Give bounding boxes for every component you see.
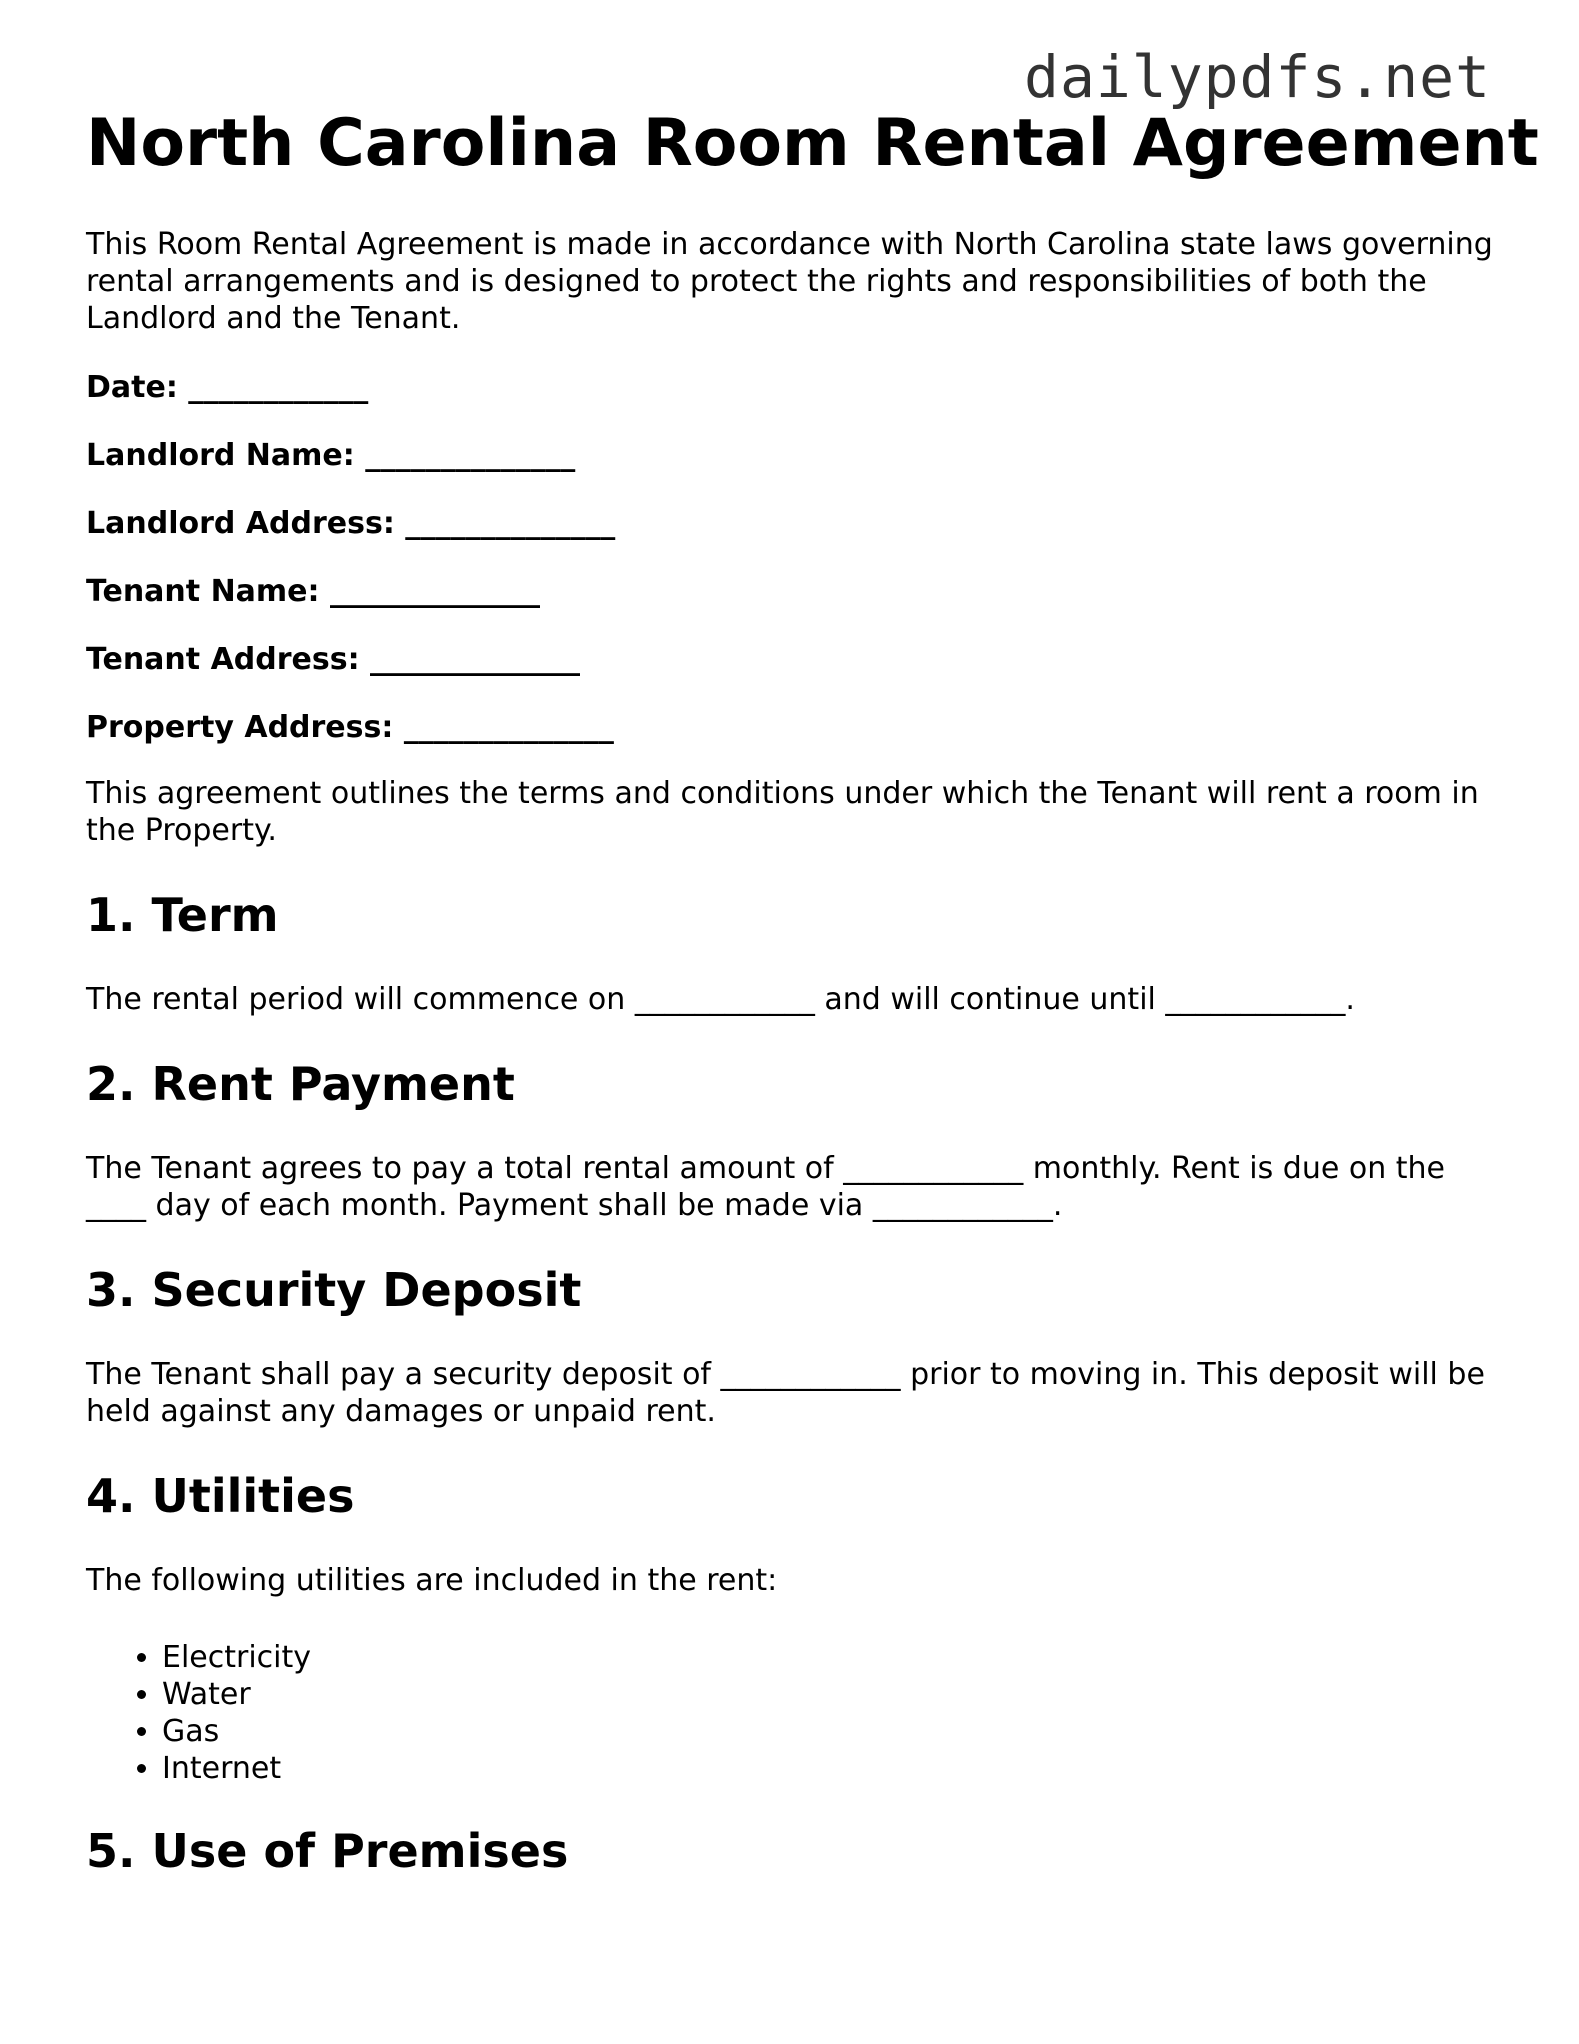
- field-label: Tenant Address:: [86, 642, 360, 677]
- field-blank[interactable]: ______________: [329, 574, 540, 609]
- section-security-deposit: [86, 1264, 1506, 1430]
- tenant-address-field: [86, 641, 1506, 678]
- section-use-of-premises: [86, 1825, 1506, 1877]
- section-text: The rental period will commence on ____________ and will continue until ____________.: [86, 982, 1355, 1017]
- document-body: [86, 226, 1506, 1917]
- tenant-name-field: [86, 573, 1506, 610]
- list-item: • Internet: [162, 1750, 1506, 1787]
- section-term: [86, 889, 1506, 1018]
- watermark: dailypdfs.net: [1024, 43, 1491, 111]
- intro-paragraph: This Room Rental Agreement is made in accordance with North Carolina state laws governing rental arrangements and is designed to protect the rights and responsibilities of both the Landlord and the Tenant.: [86, 227, 1493, 336]
- utilities-list: [86, 1639, 1506, 1787]
- field-label: Property Address:: [86, 710, 394, 745]
- section-text: The Tenant agrees to pay a total rental amount of ____________ monthly. Rent is due on the ____ day of each month. Payment shall be made via ____________.: [86, 1151, 1445, 1223]
- section-heading: 1. Term: [86, 888, 279, 942]
- field-label: Date:: [86, 370, 178, 405]
- field-label: Landlord Address:: [86, 506, 395, 541]
- date-field: [86, 369, 1506, 406]
- field-blank[interactable]: ______________: [370, 642, 581, 677]
- section-heading: 4. Utilities: [86, 1469, 355, 1523]
- list-item: • Gas: [162, 1713, 1506, 1750]
- section-heading: 3. Security Deposit: [86, 1263, 582, 1317]
- section-text: The Tenant shall pay a security deposit of ____________ prior to moving in. This deposit will be held against any damages or unpaid rent.: [86, 1357, 1485, 1429]
- section-heading: 2. Rent Payment: [86, 1057, 515, 1111]
- section-utilities: [86, 1470, 1506, 1787]
- landlord-address-field: [86, 505, 1506, 542]
- field-blank[interactable]: ______________: [403, 710, 614, 745]
- field-blank[interactable]: ____________: [188, 370, 369, 405]
- property-address-field: [86, 709, 1506, 746]
- field-blank[interactable]: ______________: [365, 438, 576, 473]
- list-item: • Electricity: [162, 1639, 1506, 1676]
- field-blank[interactable]: ______________: [405, 506, 616, 541]
- section-text: The following utilities are included in the rent:: [86, 1563, 778, 1598]
- field-label: Tenant Name:: [86, 574, 320, 609]
- section-rent-payment: [86, 1058, 1506, 1224]
- list-item: • Water: [162, 1676, 1506, 1713]
- landlord-name-field: [86, 437, 1506, 474]
- section-heading: 5. Use of Premises: [86, 1824, 569, 1878]
- field-label: Landlord Name:: [86, 438, 355, 473]
- document-title: North Carolina Room Rental Agreement: [86, 106, 1539, 181]
- outline-paragraph: This agreement outlines the terms and conditions under which the Tenant will rent a room in the Property.: [86, 776, 1479, 848]
